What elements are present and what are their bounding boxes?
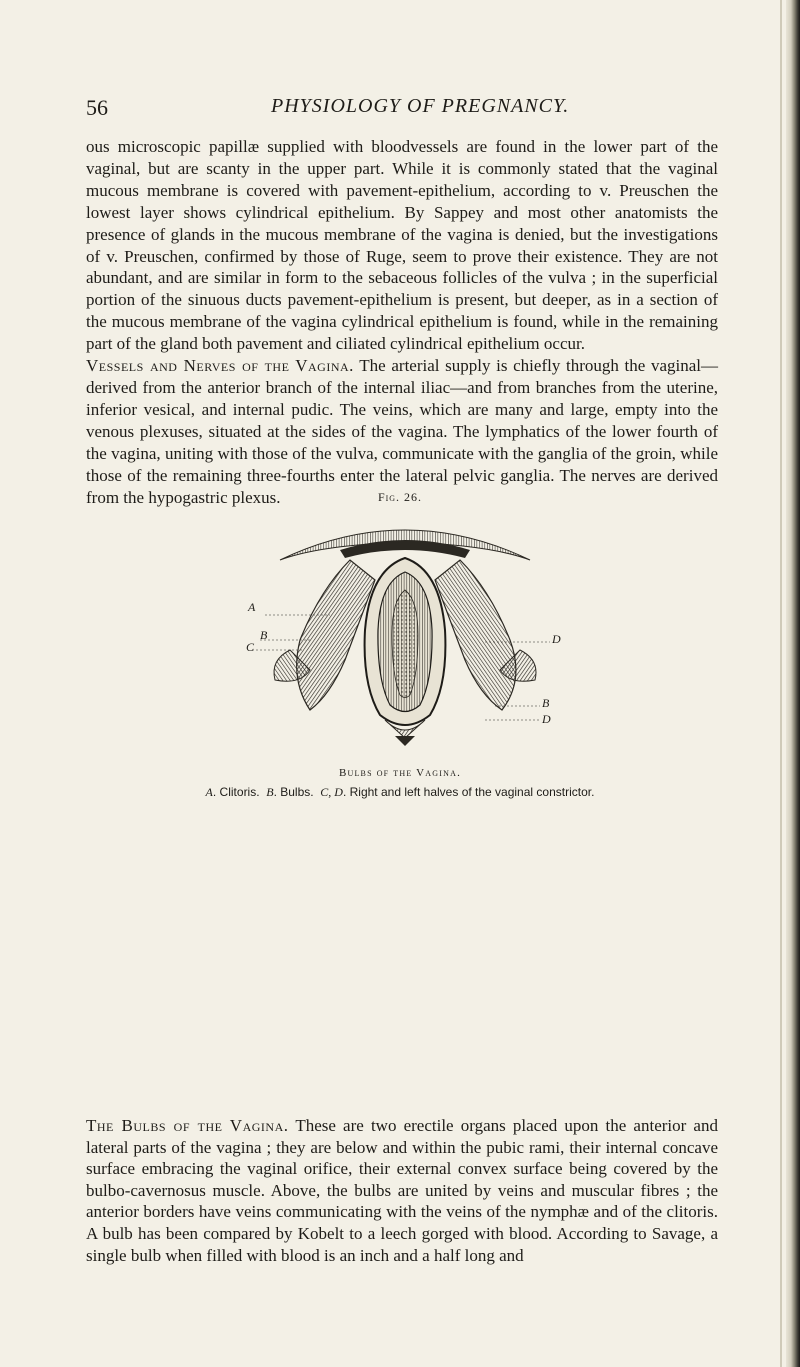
running-head <box>86 95 706 125</box>
body-text-top <box>86 136 718 508</box>
legend-key-a: A <box>205 785 213 799</box>
paragraph-bulbs <box>86 1115 718 1266</box>
figure-caption: Bulbs of the Vagina. <box>338 767 462 779</box>
figure-letter-b-left: B <box>260 628 268 642</box>
section-heading-bulbs: The Bulbs of the Vagina. <box>86 1116 289 1135</box>
legend-key-cd: C, D <box>320 785 343 799</box>
paragraph-vessels-nerves <box>86 355 718 508</box>
body-text-bottom <box>86 1115 718 1266</box>
legend-key-b: B <box>266 785 274 799</box>
page-number: 56 <box>86 95 108 120</box>
legend-text-cd: . Right and left halves of the vaginal constrictor. <box>342 785 595 799</box>
figure-illustration <box>240 510 570 748</box>
running-title: PHYSIOLOGY OF PREGNANCY. <box>271 95 570 117</box>
figure-letter-a: A <box>248 600 256 614</box>
figure-letter-d-lower: D <box>542 712 551 726</box>
figure-legend <box>0 785 800 800</box>
legend-text-a: . Clitoris. <box>212 785 260 799</box>
legend-text-b: . Bulbs. <box>273 785 314 799</box>
page-edge-shadow <box>780 0 782 1367</box>
paragraph-glands: ous microscopic papillæ supplied with bloodvessels are found in the lower part of the vaginal, but are scanty in the upper part. While it is commonly stated that the vaginal mucous membrane is covered with pavement-epithelium, according to v. Preuschen the lowest layer shows cylindrical epithelium. By Sappey and most other anatomists the presence of glands in the mucous membrane of the vagina is denied, but the investigations of v. Preuschen, confirmed by those of Ruge, seem to prove their existence. They are not abundant, and are similar in form to the sebaceous follicles of the vulva ; in the superficial portion of the sinuous ducts pavement-epithelium is present, but deeper, as in a section of the mucous membrane of the vagina cylindrical epithelium is found, while in the remaining part of the gland both pavement and ciliated cylindrical epithelium occur. <box>86 137 718 354</box>
figure-label: Fig. 26. <box>377 490 423 504</box>
section-heading-vessels: Vessels and Nerves of the Vagina. <box>86 356 354 376</box>
paragraph-bulbs-text: These are two erectile organs placed upon the anterior and lateral parts of the vagina ; they are below and within the pubic rami, their internal concave surface embracing the vaginal orifice, their external convex surface being covered by the bulbo-cavernosus muscle. Above, the bulbs are united by veins and muscular fibres ; the anterior borders have veins communicating with the veins of the nymphæ and of the clitoris. A bulb has been compared by Kobelt to a leech gorged with blood. According to Savage, a single bulb when filled with blood is an inch and a half long and <box>86 1116 718 1265</box>
figure-letter-b-right: B <box>542 696 550 710</box>
bulbs-of-vagina-illustration <box>240 510 570 748</box>
page-edge <box>786 0 800 1367</box>
paragraph-vessels-text: The arterial supply is chiefly through the vaginal—derived from the anterior branch of the internal iliac—and from branches from the uterine, inferior vesical, and internal pudic. The veins, which are many and large, empty into the venous plexuses, situated at the sides of the vagina. The lymphatics of the lower fourth of the vagina, uniting with those of the vulva, communicate with the ganglia of the groin, while those of the remaining three-fourths enter the lateral pelvic ganglia. The nerves are derived from the hypogastric plexus. <box>86 356 718 507</box>
figure-letter-c: C <box>246 640 255 654</box>
figure-letter-d-right: D <box>552 632 561 646</box>
